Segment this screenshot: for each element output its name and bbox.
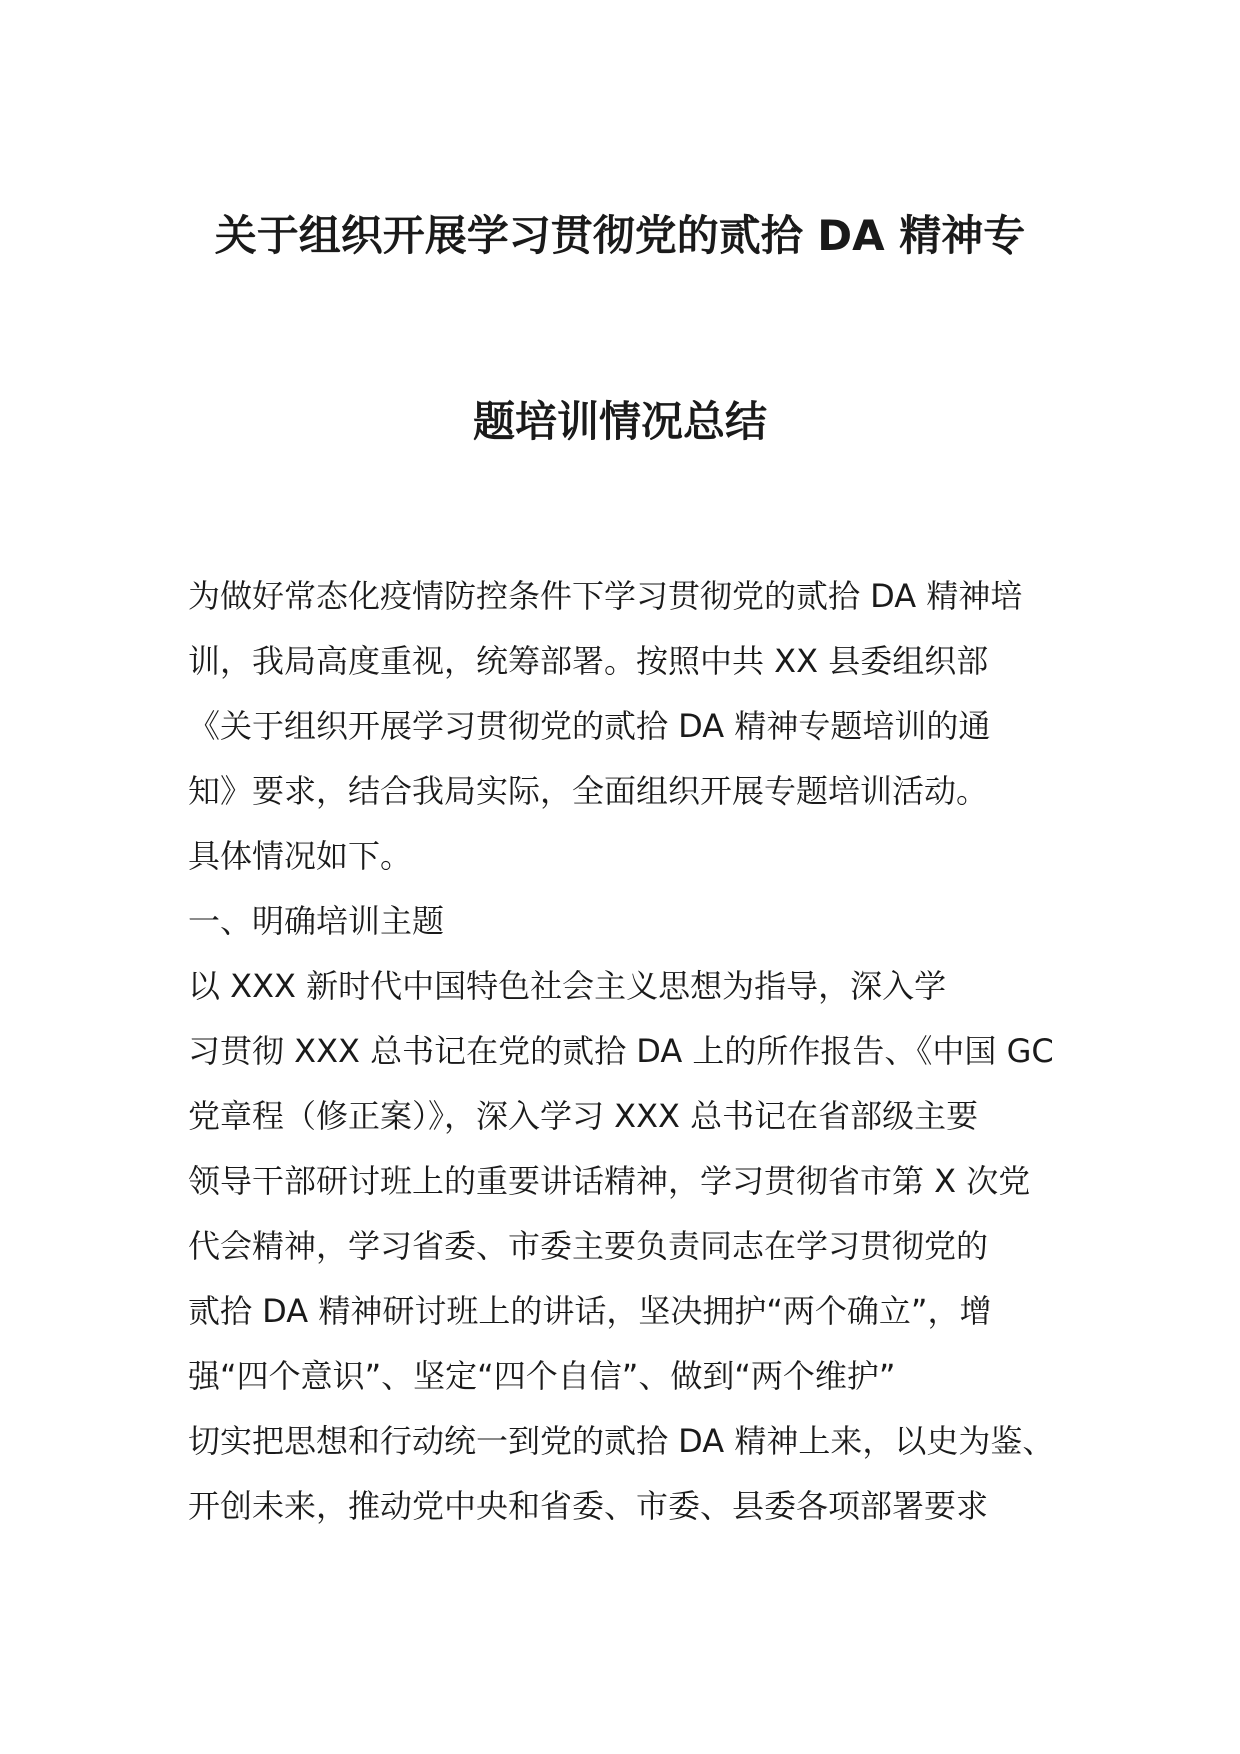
document-title-line-2: 题培训情况总结 [472, 397, 767, 446]
body-line: 代会精神，学习省委、市委主要负责同志在学习贯彻党的 [188, 1227, 989, 1265]
body-line: 《关于组织开展学习贯彻党的贰拾 DA 精神专题培训的通 [188, 707, 991, 745]
body-line: 贰拾 DA 精神研讨班上的讲话，坚决拥护“两个确立”，增 [188, 1292, 992, 1330]
body-line: 为做好常态化疫情防控条件下学习贯彻党的贰拾 DA 精神培 [188, 577, 1023, 615]
document-title-line-1: 关于组织开展学习贯彻党的贰拾 DA 精神专 [214, 211, 1026, 260]
body-line: 习贯彻 XXX 总书记在党的贰拾 DA 上的所作报告、《中国 GC [188, 1032, 1054, 1070]
body-line: 知》要求，结合我局实际，全面组织开展专题培训活动。 [188, 772, 989, 810]
body-line: 强“四个意识”、坚定“四个自信”、做到“两个维护” [188, 1357, 896, 1395]
body-line: 以 XXX 新时代中国特色社会主义思想为指导，深入学 [188, 967, 947, 1005]
body-line: 切实把思想和行动统一到党的贰拾 DA 精神上来，以史为鉴、 [188, 1422, 1055, 1460]
body-line: 党章程（修正案）》，深入学习 XXX 总书记在省部级主要 [188, 1097, 979, 1135]
body-line: 训，我局高度重视，统筹部署。按照中共 XX 县委组织部 [188, 642, 989, 680]
body-line: 具体情况如下。 [188, 837, 413, 875]
section-heading: 一、明确培训主题 [188, 902, 445, 940]
body-line: 开创未来，推动党中央和省委、市委、县委各项部署要求 [188, 1487, 989, 1525]
body-line: 领导干部研讨班上的重要讲话精神，学习贯彻省市第 X 次党 [188, 1162, 1031, 1200]
